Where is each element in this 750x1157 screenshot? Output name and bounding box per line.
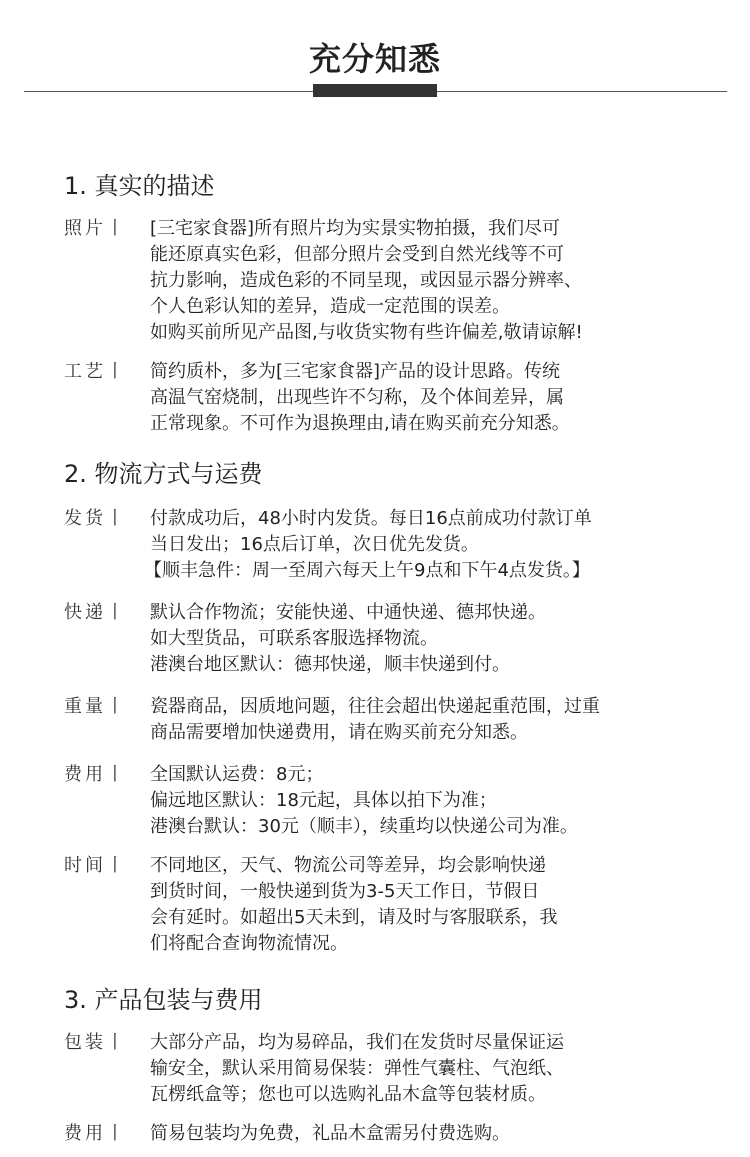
item-label: 照片丨 <box>64 218 127 239</box>
section-heading-packaging: 3. 产品包装与费用 <box>64 986 263 1014</box>
text-line: 高温气窑烧制，出现些许不匀称，及个体间差异，属 <box>150 387 564 408</box>
text-line: 抗力影响，造成色彩的不同呈现，或因显示器分辨率、 <box>150 270 582 291</box>
item-text <box>150 359 710 437</box>
item-text <box>150 216 710 346</box>
text-line: 如大型货品，可联系客服选择物流。 <box>150 628 438 649</box>
text-line: 默认合作物流；安能快递、中通快递、德邦快递。 <box>150 602 546 623</box>
item-label: 费用丨 <box>64 1123 127 1144</box>
text-line: 偏远地区默认：18元起，具体以拍下为准； <box>150 790 497 811</box>
item-label: 重量丨 <box>64 696 127 717</box>
item-label: 快递丨 <box>64 602 127 623</box>
text-line: 正常现象。不可作为退换理由,请在购买前充分知悉。 <box>150 413 570 434</box>
text-line: 如购买前所见产品图,与收货实物有些许偏差,敬请谅解! <box>150 322 583 343</box>
text-line: 大部分产品，均为易碎品，我们在发货时尽量保证运 <box>150 1032 564 1053</box>
text-line: 港澳台地区默认：德邦快递，顺丰快递到付。 <box>150 654 510 675</box>
item-text <box>150 762 710 840</box>
text-line: 当日发出；16点后订单，次日优先发货。 <box>150 534 479 555</box>
item-text <box>150 853 710 957</box>
text-line: 们将配合查询物流情况。 <box>150 933 348 954</box>
page-title: 充分知悉 <box>308 40 441 78</box>
text-line: 港澳台默认：30元（顺丰），续重均以快递公司为准。 <box>150 816 578 837</box>
item-label: 包装丨 <box>64 1032 127 1053</box>
text-line: 【顺丰急件：周一至周六每天上午9点和下午4点发货。】 <box>144 560 590 581</box>
item-text <box>144 506 710 584</box>
item-text <box>150 1030 710 1108</box>
item-label: 时间丨 <box>64 855 127 876</box>
text-line: 付款成功后，48小时内发货。每日16点前成功付款订单 <box>150 508 592 529</box>
text-line: 全国默认运费：8元； <box>150 764 324 785</box>
item-label: 发货丨 <box>64 508 127 529</box>
item-label: 费用丨 <box>64 764 127 785</box>
item-text <box>150 694 710 746</box>
section-heading-description: 1. 真实的描述 <box>64 172 215 200</box>
text-line: 商品需要增加快递费用，请在购买前充分知悉。 <box>150 722 528 743</box>
text-line: 个人色彩认知的差异，造成一定范围的误差。 <box>150 296 510 317</box>
text-line: 简易包装均为免费，礼品木盒需另付费选购。 <box>150 1123 510 1144</box>
text-line: 能还原真实色彩，但部分照片会受到自然光线等不可 <box>150 244 564 265</box>
text-line: 瓦楞纸盒等；您也可以选购礼品木盒等包装材质。 <box>150 1084 546 1105</box>
title-accent-bar <box>313 84 437 97</box>
item-text <box>150 1121 710 1147</box>
item-label: 工艺丨 <box>64 361 127 382</box>
text-line: [三宅家食器]所有照片均为实景实物拍摄，我们尽可 <box>150 218 561 239</box>
text-line: 会有延时。如超出5天未到，请及时与客服联系，我 <box>150 907 558 928</box>
text-line: 到货时间，一般快递到货为3-5天工作日，节假日 <box>150 881 540 902</box>
text-line: 瓷器商品，因质地问题，往往会超出快递起重范围，过重 <box>150 696 600 717</box>
text-line: 简约质朴，多为[三宅家食器]产品的设计思路。传统 <box>150 361 561 382</box>
section-heading-logistics: 2. 物流方式与运费 <box>64 460 263 488</box>
text-line: 输安全，默认采用简易保装：弹性气囊柱、气泡纸、 <box>150 1058 564 1079</box>
text-line: 不同地区，天气、物流公司等差异，均会影响快递 <box>150 855 546 876</box>
item-text <box>150 600 710 678</box>
